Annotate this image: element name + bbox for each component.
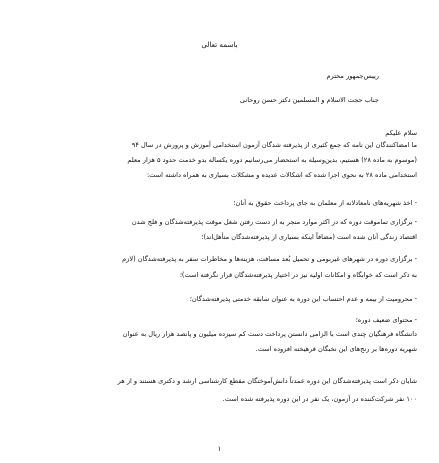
- greeting: سلام علیکم: [385, 129, 417, 137]
- page-number: ۱: [217, 445, 222, 453]
- letter-heading: باسمه تعالی: [201, 40, 238, 49]
- intro-line: (موسوم به ماده ۲۸) هستیم، بدین‌وسیله به استحضار می‌رسانیم دوره یکساله بدو خدمت حدود ۵ هزار معلم: [127, 156, 417, 164]
- closing-line: شایان ذکر است پذیرفته‌شدگان این دوره عمدتاً دانش‌آموختگان مقطع کارشناسی ارشد و دکتری هستند و از هر: [117, 377, 417, 385]
- bullet-item-continuation: به ذکر است که خوابگاه و امکانات اولیه نیز در اختیار پذیرفته‌شدگان قرار نگرفته است)؛: [179, 271, 417, 279]
- bullet-item: - اخذ شهریه‌های نامعادلانه از معلمان به جای پرداخت حقوق به آنان؛: [233, 199, 417, 207]
- bullet-item: - محتوای ضعیف دوره؛: [355, 316, 417, 324]
- intro-line: استخدامی ماده ۲۸ به نحوی اجرا شده که اشکالات عدیده و مشکلات بسیاری به همراه داشته است:: [146, 171, 417, 179]
- bullet-item: - برگزاری دوره در شهرهای غیربومی و تحمیل بُعد مسافت، هزینه‌ها و مخاطرات سفر به پذیرفته‌شدگان (لازم: [122, 255, 417, 263]
- bullet-item: - برگزاری تماموقت دوره که در اکثر موارد منجر به از دست رفتن شغل موقت پذیرفته‌شدگان و فلج شدن: [131, 218, 417, 226]
- bullet-item: - محرومیت از بیمه و عدم احتساب این دوره به عنوان سابقه خدمتی پذیرفته‌شدگان؛: [189, 295, 417, 303]
- recipient-name: جناب حجت الاسلام و المسلمین دکتر حسن روحانی: [239, 96, 379, 104]
- bullet-item-continuation: دانشگاه فرهنگیان چندی است با الزامی دانستن پرداخت دست کم سیزده میلیون و پانصد هزار ریال به عنوان: [122, 330, 417, 338]
- intro-line: ما امضاکنندگان این نامه که جمع کثیری از پذیرفته شدگان آزمون استخدامی آموزش و پرورش در سال ۹۴: [131, 141, 417, 149]
- bullet-item-continuation: شهریه دوره‌ها بر رنج‌های این نخبگان فرهیخته افزوده است.: [255, 345, 417, 353]
- bullet-item-continuation: اقتصاد زندگی آنان شده است (مضافاً اینکه بسیاری از پذیرفته‌شدگان متأهل‌اند)؛: [201, 233, 417, 241]
- closing-line: ۱۰۰ نفر شرکت‌کننده در آزمون، یک نفر در این دوره پذیرفته شده است.: [222, 395, 417, 403]
- recipient-title: ریيس‌جمهور محترم: [326, 72, 379, 80]
